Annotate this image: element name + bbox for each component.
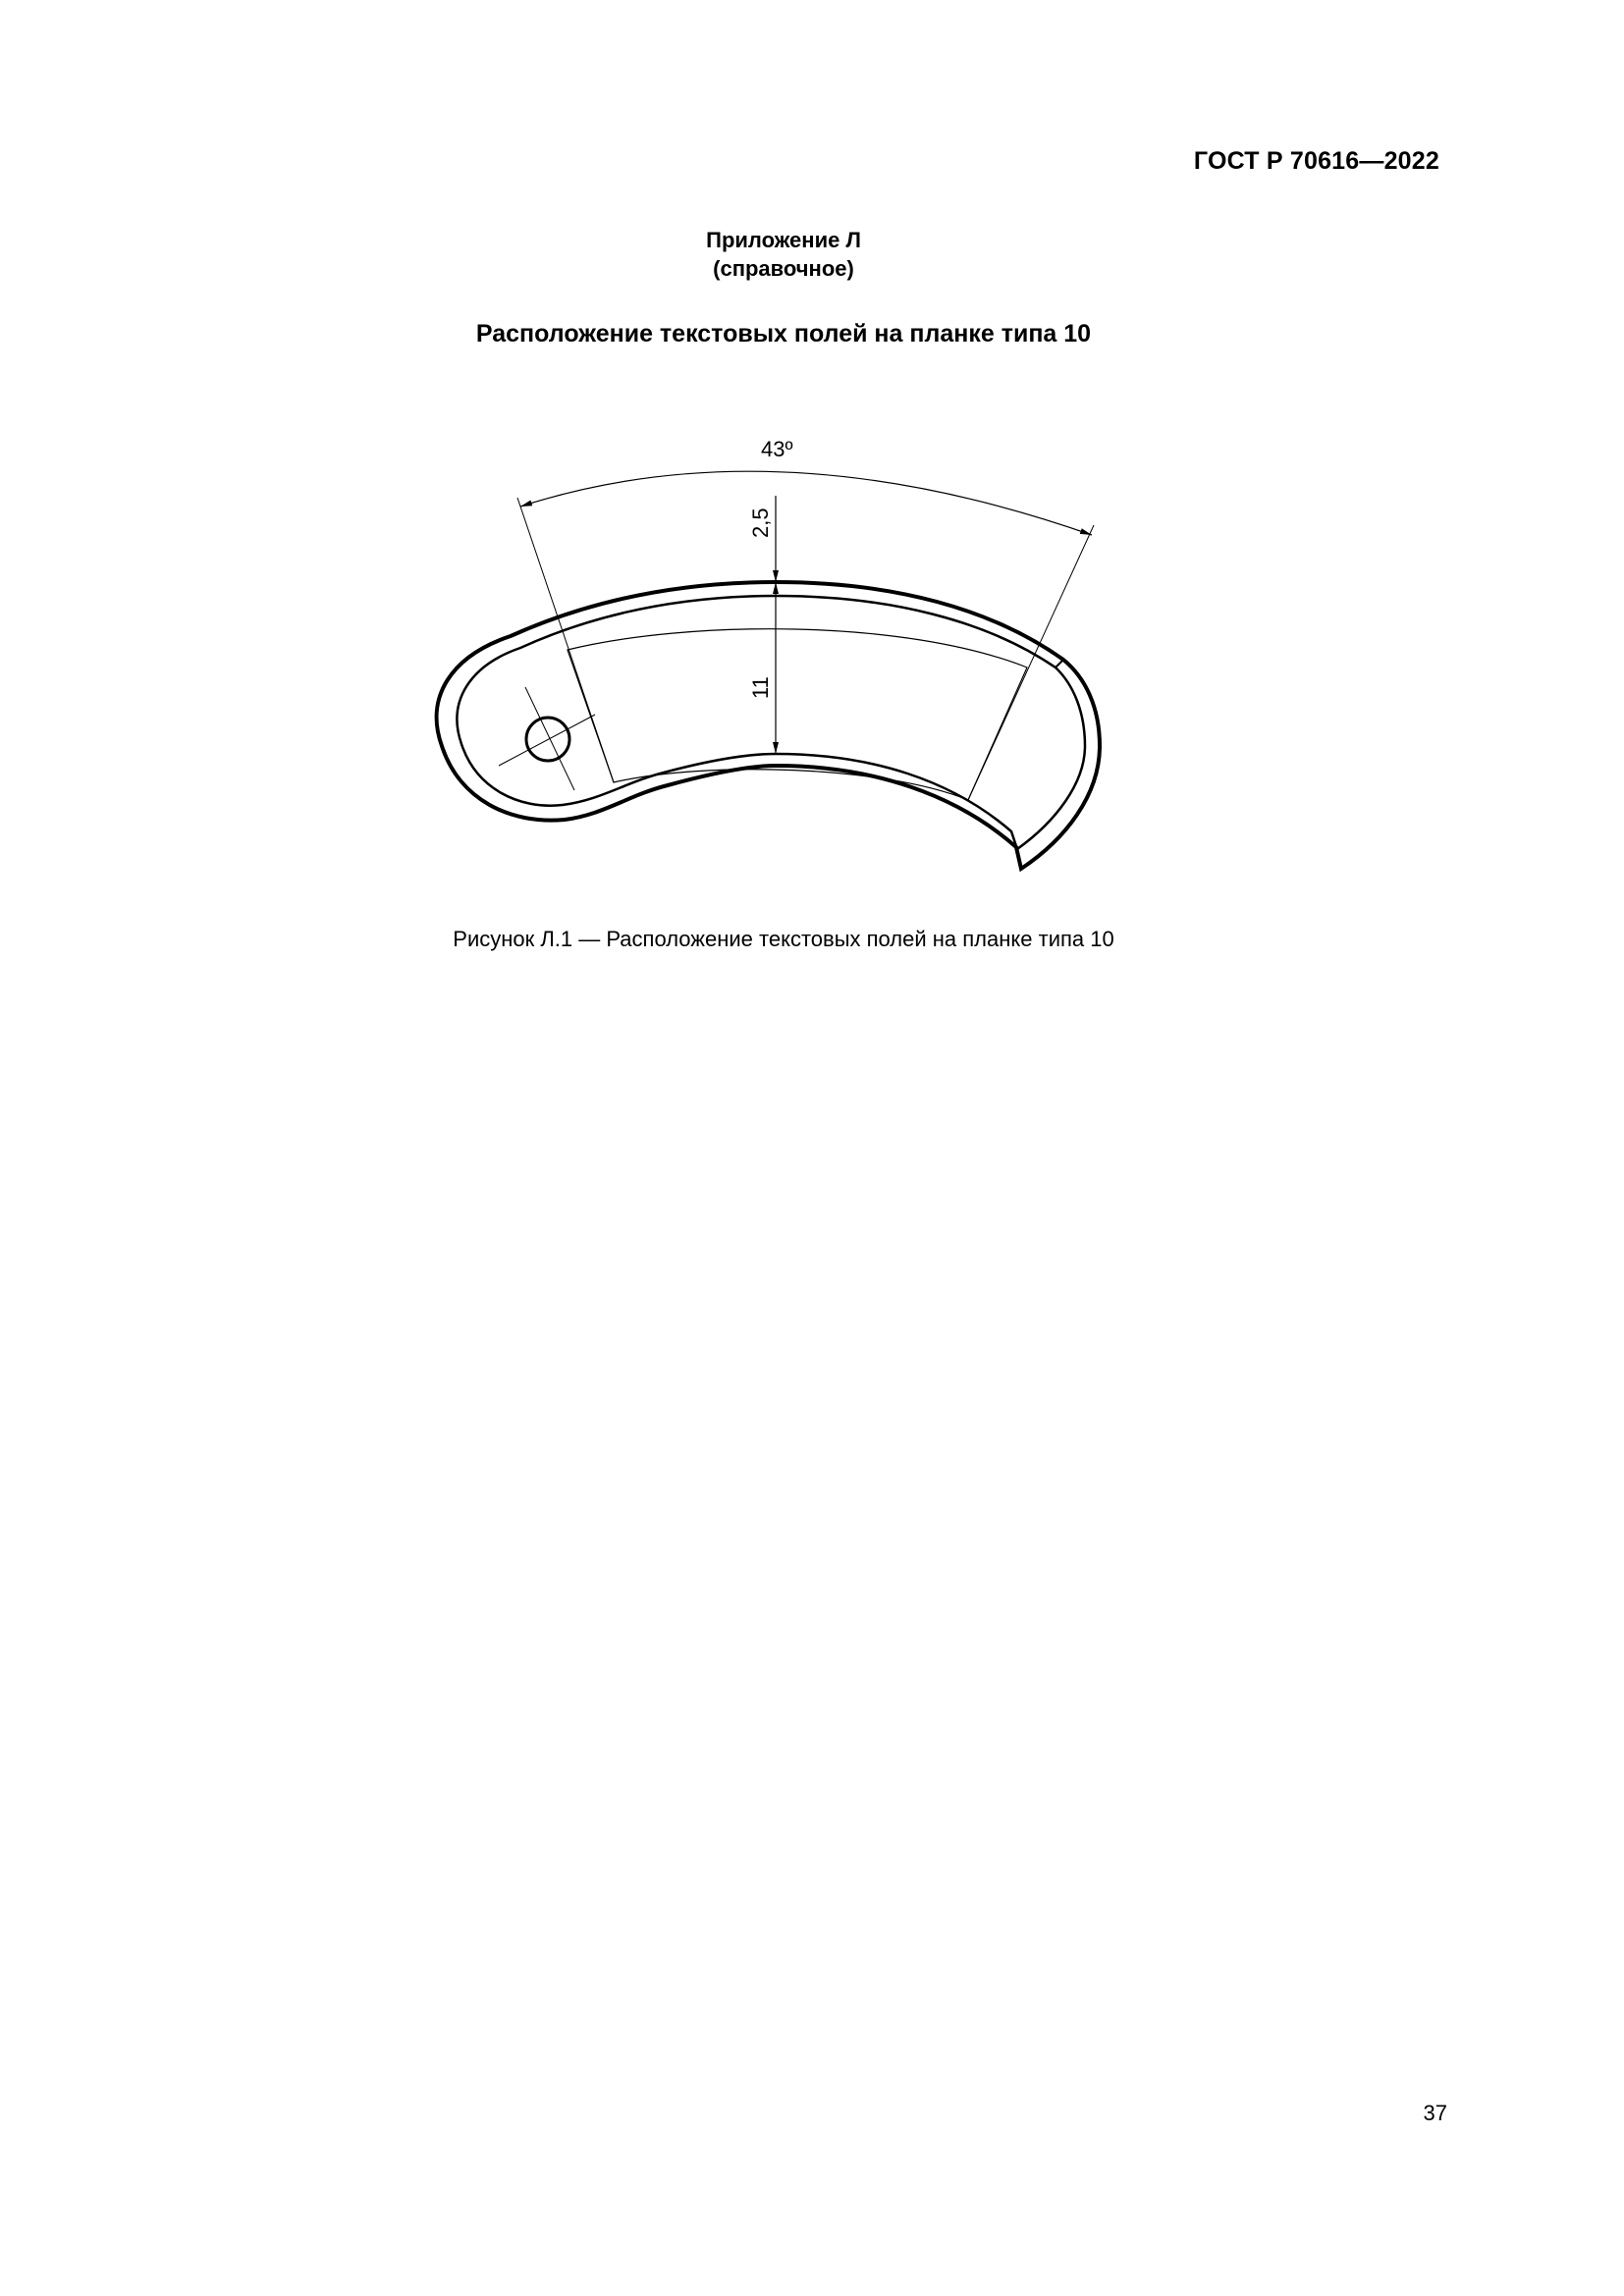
angle-dimension-label: 43º — [761, 437, 793, 461]
text-field-area — [568, 629, 1027, 800]
page-number: 37 — [1423, 2101, 1447, 2125]
plate-inner-contour — [457, 596, 1085, 849]
angle-extension-right — [968, 525, 1094, 800]
angle-extension-left — [517, 498, 614, 782]
plate-outer-edge — [576, 569, 1063, 869]
angle-dimension-arc — [520, 471, 1092, 535]
field-dimension-label: 11 — [748, 676, 773, 699]
hole-centerline-b — [499, 715, 595, 766]
figure-caption: Рисунок Л.1 — Расположение текстовых полей на планке типа 10 — [453, 927, 1114, 951]
plate-outer-contour — [437, 582, 1100, 869]
margin-dimension-label: 2,5 — [748, 507, 773, 538]
document-code: ГОСТ Р 70616—2022 — [1193, 147, 1439, 175]
plate-drawing — [0, 0, 1624, 982]
appendix-status: (справочное) — [713, 256, 854, 281]
plate-end-chamfer — [1056, 660, 1063, 667]
section-title: Расположение текстовых полей на планке типа 10 — [475, 320, 1092, 347]
appendix-title: Приложение Л — [706, 228, 861, 252]
